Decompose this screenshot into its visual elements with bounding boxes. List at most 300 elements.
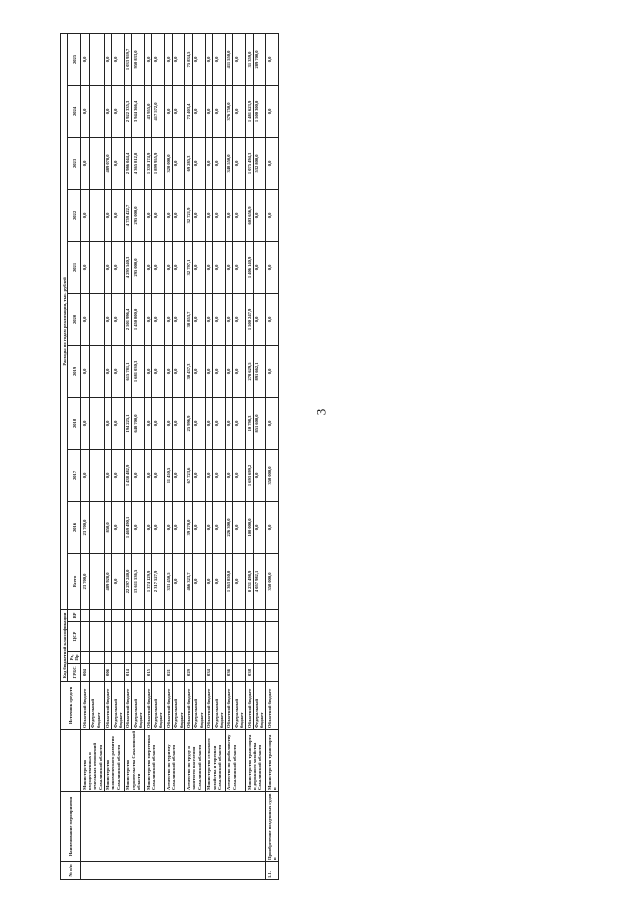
year-value-cell: 0,0 bbox=[104, 345, 111, 397]
code-cell bbox=[172, 622, 185, 652]
year-value-cell: 1 500 247,9 bbox=[246, 293, 253, 345]
year-value-cell: 0,0 bbox=[233, 501, 246, 553]
total-value-cell: 0,0 bbox=[192, 553, 205, 609]
code-cell bbox=[165, 652, 172, 664]
year-value-cell: 0,0 bbox=[144, 189, 151, 241]
year-value-cell: 43 955,0 bbox=[144, 85, 151, 137]
col-header-year: 2018 bbox=[68, 397, 81, 449]
year-value-cell: 0,0 bbox=[144, 397, 151, 449]
year-value-cell bbox=[89, 137, 104, 189]
col-header-year: 2023 bbox=[68, 137, 81, 189]
year-value-cell: 0,0 bbox=[152, 33, 165, 85]
year-value-cell: 1 330 174,9 bbox=[144, 137, 151, 189]
year-value-cell: 0,0 bbox=[112, 449, 125, 501]
grbs-cell bbox=[132, 664, 145, 682]
year-value-cell: 67 723,6 bbox=[185, 449, 192, 501]
year-value-cell: 0,0 bbox=[112, 85, 125, 137]
year-value-cell: 0,0 bbox=[225, 345, 232, 397]
last-row-executor: Министерство транспорта и bbox=[266, 730, 279, 792]
code-cell bbox=[192, 609, 205, 621]
year-value-cell: 0,0 bbox=[213, 33, 226, 85]
code-cell bbox=[205, 622, 212, 652]
total-value-cell: 23 700,0 bbox=[81, 553, 90, 609]
year-value-cell: 4 365 812,8 bbox=[132, 137, 145, 189]
code-cell bbox=[172, 652, 185, 664]
year-value-cell bbox=[89, 345, 104, 397]
table-row bbox=[185, 33, 192, 879]
year-value-cell: 350 000,0 bbox=[266, 449, 279, 501]
year-value-cell: 0,0 bbox=[144, 293, 151, 345]
table-row bbox=[225, 33, 232, 879]
year-value-cell: 39 270,0 bbox=[185, 501, 192, 553]
year-value-cell: 0,0 bbox=[192, 293, 205, 345]
year-value-cell: 0,0 bbox=[152, 397, 165, 449]
year-value-cell: 0,0 bbox=[225, 449, 232, 501]
year-value-cell: 0,0 bbox=[233, 33, 246, 85]
year-value-cell: 0,0 bbox=[81, 137, 90, 189]
col-header-total: Всего bbox=[68, 553, 81, 609]
col-header-year: 2016 bbox=[68, 501, 81, 553]
year-value-cell: 615 781,1 bbox=[124, 345, 131, 397]
year-value-cell: 0,0 bbox=[112, 293, 125, 345]
code-cell bbox=[132, 609, 145, 621]
year-value-cell: 648 700,0 bbox=[132, 397, 145, 449]
table-row bbox=[165, 33, 172, 879]
year-value-cell: 226 300,0 bbox=[225, 501, 232, 553]
total-value-cell: 489 928,0 bbox=[104, 553, 111, 609]
year-value-cell: 891 662,1 bbox=[253, 345, 266, 397]
total-value-cell: 1 374 129,9 bbox=[144, 553, 151, 609]
year-value-cell: 0,0 bbox=[266, 293, 279, 345]
year-value-cell: 75 834,5 bbox=[185, 33, 192, 85]
year-value-cell: 0,0 bbox=[213, 189, 226, 241]
table-body bbox=[81, 33, 279, 879]
code-cell bbox=[225, 622, 232, 652]
source-cell: Областной бюджет bbox=[165, 682, 172, 730]
executor-cell: Министерство строительства Сахалинской области bbox=[124, 730, 144, 792]
year-value-cell bbox=[89, 33, 104, 85]
code-cell bbox=[152, 622, 165, 652]
year-value-cell: 73 403,4 bbox=[185, 85, 192, 137]
year-value-cell: 0,0 bbox=[213, 345, 226, 397]
year-value-cell bbox=[89, 189, 104, 241]
year-value-cell: 30 437,3 bbox=[185, 345, 192, 397]
col-header-grbs: ГРБС bbox=[68, 664, 81, 682]
code-cell bbox=[144, 609, 151, 621]
executor-cell: Министерство имущественных и земельных отношений Сахалинской области bbox=[81, 730, 104, 792]
total-value-cell: 1 363 850,0 bbox=[225, 553, 232, 609]
year-value-cell: 0,0 bbox=[112, 397, 125, 449]
year-value-cell: 348 550,0 bbox=[225, 137, 232, 189]
code-cell bbox=[266, 652, 279, 664]
code-cell bbox=[205, 652, 212, 664]
table-row bbox=[246, 33, 253, 879]
source-cell: Областной бюджет bbox=[205, 682, 212, 730]
source-cell: Областной бюджет bbox=[104, 682, 111, 730]
code-cell bbox=[152, 652, 165, 664]
code-cell bbox=[225, 609, 232, 621]
row-num-cell bbox=[81, 862, 266, 880]
code-cell bbox=[253, 609, 266, 621]
year-value-cell: 0,0 bbox=[152, 449, 165, 501]
year-value-cell: 1 033 959,7 bbox=[124, 33, 131, 85]
year-value-cell: 25 996,9 bbox=[185, 397, 192, 449]
year-value-cell: 0,0 bbox=[81, 293, 90, 345]
year-value-cell: 0,0 bbox=[152, 189, 165, 241]
code-cell bbox=[246, 622, 253, 652]
year-value-cell: 2 986 044,4 bbox=[124, 137, 131, 189]
year-value-cell: 0,0 bbox=[253, 449, 266, 501]
year-value-cell: 0,0 bbox=[253, 189, 266, 241]
code-cell bbox=[165, 609, 172, 621]
year-value-cell: 0,0 bbox=[205, 397, 212, 449]
col-header-name: Наименование мероприятия bbox=[61, 792, 81, 862]
grbs-cell: 021 bbox=[165, 664, 172, 682]
year-value-cell: 0,0 bbox=[205, 137, 212, 189]
code-cell bbox=[112, 652, 125, 664]
grbs-cell bbox=[112, 664, 125, 682]
year-value-cell: 0,0 bbox=[165, 33, 172, 85]
table-row bbox=[81, 33, 90, 879]
year-value-cell: 0,0 bbox=[225, 293, 232, 345]
year-value-cell: 0,0 bbox=[81, 345, 90, 397]
year-value-cell: 1 899 955,9 bbox=[152, 137, 165, 189]
total-value-cell: 4 057 982,1 bbox=[253, 553, 266, 609]
year-value-cell: 0,0 bbox=[112, 501, 125, 553]
year-value-cell: 0,0 bbox=[192, 241, 205, 293]
year-value-cell bbox=[89, 397, 104, 449]
source-cell: Федеральный бюджет bbox=[192, 682, 205, 730]
code-cell bbox=[246, 609, 253, 621]
year-value-cell: 0,0 bbox=[152, 241, 165, 293]
year-value-cell: 0,0 bbox=[144, 33, 151, 85]
year-value-cell: 69 285,3 bbox=[185, 137, 192, 189]
year-value-cell: 850,0 bbox=[104, 501, 111, 553]
year-value-cell: 295 000,0 bbox=[132, 189, 145, 241]
code-cell bbox=[124, 609, 131, 621]
code-cell bbox=[205, 609, 212, 621]
year-value-cell: 411 550,0 bbox=[225, 33, 232, 85]
total-value-cell: 331 450,5 bbox=[165, 553, 172, 609]
code-cell bbox=[225, 652, 232, 664]
grbs-cell bbox=[152, 664, 165, 682]
year-value-cell: 376 750,0 bbox=[225, 85, 232, 137]
col-header-num: № п/п bbox=[61, 862, 81, 880]
year-value-cell: 0,0 bbox=[233, 397, 246, 449]
year-value-cell: 0,0 bbox=[112, 241, 125, 293]
year-value-cell: 532 800,0 bbox=[253, 137, 266, 189]
year-value-cell: 0,0 bbox=[165, 189, 172, 241]
grbs-cell: 034 bbox=[205, 664, 212, 682]
code-cell bbox=[132, 622, 145, 652]
total-value-cell: 350 000,0 bbox=[266, 553, 279, 609]
year-value-cell: 0,0 bbox=[132, 449, 145, 501]
year-value-cell: 0,0 bbox=[253, 293, 266, 345]
year-value-cell: 0,0 bbox=[152, 345, 165, 397]
total-value-cell: 13 611 536,5 bbox=[132, 553, 145, 609]
grbs-cell: 036 bbox=[225, 664, 232, 682]
year-value-cell: 0,0 bbox=[172, 33, 185, 85]
year-value-cell: 0,0 bbox=[233, 137, 246, 189]
year-value-cell: 1 681 030,3 bbox=[132, 345, 145, 397]
year-value-cell: 194 225,1 bbox=[124, 397, 131, 449]
code-cell bbox=[213, 609, 226, 621]
col-header-year: 2017 bbox=[68, 449, 81, 501]
year-value-cell: 0,0 bbox=[253, 501, 266, 553]
code-cell bbox=[112, 609, 125, 621]
table-row bbox=[144, 33, 151, 879]
year-value-cell: 0,0 bbox=[192, 501, 205, 553]
year-value-cell: 0,0 bbox=[205, 241, 212, 293]
grbs-cell: 015 bbox=[144, 664, 151, 682]
year-value-cell: 0,0 bbox=[132, 501, 145, 553]
source-cell: Федеральный бюджет bbox=[112, 682, 125, 730]
year-value-cell: 11 450,5 bbox=[165, 449, 172, 501]
source-cell: Федеральный бюджет bbox=[152, 682, 165, 730]
col-header-year: 2022 bbox=[68, 189, 81, 241]
year-value-cell: 489 078,0 bbox=[104, 137, 111, 189]
year-value-cell: 0,0 bbox=[81, 33, 90, 85]
year-value-cell: 0,0 bbox=[172, 241, 185, 293]
total-value-cell: 8 231 498,9 bbox=[246, 553, 253, 609]
year-value-cell: 0,0 bbox=[205, 189, 212, 241]
code-cell bbox=[185, 622, 192, 652]
year-value-cell: 0,0 bbox=[213, 293, 226, 345]
year-value-cell: 0,0 bbox=[192, 345, 205, 397]
col-header-year: 2020 bbox=[68, 293, 81, 345]
grbs-cell: 014 bbox=[124, 664, 131, 682]
year-value-cell: 0,0 bbox=[81, 85, 90, 137]
year-value-cell: 0,0 bbox=[266, 501, 279, 553]
executor-cell: Агентство по рыболовству Сахалинской области bbox=[225, 730, 245, 792]
total-value-cell: 0,0 bbox=[205, 553, 212, 609]
source-cell: Областной бюджет bbox=[225, 682, 232, 730]
code-cell bbox=[124, 652, 131, 664]
code-cell bbox=[152, 609, 165, 621]
last-row-source: Областной бюджет bbox=[266, 682, 279, 730]
year-value-cell: 289 700,0 bbox=[253, 33, 266, 85]
year-value-cell: 0,0 bbox=[213, 241, 226, 293]
code-cell bbox=[81, 609, 90, 621]
code-cell bbox=[246, 652, 253, 664]
year-value-cell: 0,0 bbox=[172, 189, 185, 241]
year-value-cell: 0,0 bbox=[266, 241, 279, 293]
col-header-year: 2019 bbox=[68, 345, 81, 397]
col-header-year: 2021 bbox=[68, 241, 81, 293]
grbs-cell bbox=[253, 664, 266, 682]
year-value-cell: 0,0 bbox=[266, 33, 279, 85]
source-cell: Областной бюджет bbox=[81, 682, 90, 730]
year-value-cell: 0,0 bbox=[144, 449, 151, 501]
year-value-cell: 0,0 bbox=[205, 449, 212, 501]
row-name-cell bbox=[81, 792, 266, 862]
year-value-cell: 1 500 300,0 bbox=[253, 85, 266, 137]
year-value-cell: 0,0 bbox=[266, 189, 279, 241]
source-cell: Областной бюджет bbox=[124, 682, 131, 730]
year-value-cell: 0,0 bbox=[233, 449, 246, 501]
year-value-cell: 0,0 bbox=[81, 241, 90, 293]
year-value-cell: 851 600,0 bbox=[253, 397, 266, 449]
year-value-cell: 0,0 bbox=[205, 501, 212, 553]
total-value-cell: 0,0 bbox=[213, 553, 226, 609]
year-value-cell: 10 798,3 bbox=[246, 397, 253, 449]
year-value-cell: 0,0 bbox=[172, 345, 185, 397]
year-value-cell: 0,0 bbox=[165, 85, 172, 137]
col-header-budget-code: Код бюджетной классификации bbox=[61, 609, 68, 681]
code-cell bbox=[172, 609, 185, 621]
code-cell bbox=[89, 652, 104, 664]
year-value-cell: 0,0 bbox=[172, 449, 185, 501]
code-cell bbox=[253, 622, 266, 652]
rotated-table-container bbox=[60, 35, 620, 880]
code-cell bbox=[185, 609, 192, 621]
code-cell bbox=[185, 652, 192, 664]
code-cell bbox=[213, 622, 226, 652]
code-cell bbox=[104, 622, 111, 652]
year-value-cell: 0,0 bbox=[266, 345, 279, 397]
year-value-cell: 0,0 bbox=[192, 33, 205, 85]
source-cell: Федеральный бюджет bbox=[213, 682, 226, 730]
source-cell: Областной бюджет bbox=[185, 682, 192, 730]
source-cell: Федеральный бюджет bbox=[233, 682, 246, 730]
total-value-cell bbox=[89, 553, 104, 609]
year-value-cell: 0,0 bbox=[104, 189, 111, 241]
col-header-expenses: Расходы по годам реализации, тыс. рублей bbox=[61, 33, 68, 609]
year-value-cell: 0,0 bbox=[233, 293, 246, 345]
year-value-cell: 0,0 bbox=[233, 85, 246, 137]
year-value-cell: 4 759 422,7 bbox=[124, 189, 131, 241]
year-value-cell bbox=[89, 449, 104, 501]
year-value-cell: 0,0 bbox=[172, 501, 185, 553]
year-value-cell: 2 501 996,4 bbox=[124, 293, 131, 345]
year-value-cell: 100 000,0 bbox=[246, 501, 253, 553]
year-value-cell: 0,0 bbox=[104, 293, 111, 345]
code-cell bbox=[104, 652, 111, 664]
year-value-cell: 0,0 bbox=[112, 189, 125, 241]
year-value-cell: 0,0 bbox=[213, 137, 226, 189]
source-cell: Областной бюджет bbox=[246, 682, 253, 730]
year-value-cell: 0,0 bbox=[152, 501, 165, 553]
year-value-cell: 0,0 bbox=[225, 397, 232, 449]
year-value-cell: 0,0 bbox=[165, 241, 172, 293]
year-value-cell: 0,0 bbox=[104, 241, 111, 293]
year-value-cell: 0,0 bbox=[213, 449, 226, 501]
year-value-cell: 31 359,0 bbox=[246, 33, 253, 85]
year-value-cell: 0,0 bbox=[112, 345, 125, 397]
code-cell bbox=[266, 664, 279, 682]
code-cell bbox=[266, 609, 279, 621]
col-header-year: 2024 bbox=[68, 85, 81, 137]
year-value-cell: 0,0 bbox=[205, 293, 212, 345]
year-value-cell: 0,0 bbox=[192, 189, 205, 241]
code-cell bbox=[81, 622, 90, 652]
year-value-cell: 0,0 bbox=[165, 501, 172, 553]
year-value-cell: 295 000,0 bbox=[132, 241, 145, 293]
year-value-cell: 4 295 540,3 bbox=[124, 241, 131, 293]
year-value-cell: 0,0 bbox=[233, 241, 246, 293]
table-row bbox=[124, 33, 131, 879]
code-cell bbox=[233, 652, 246, 664]
grbs-cell bbox=[89, 664, 104, 682]
code-cell bbox=[233, 622, 246, 652]
code-cell bbox=[266, 622, 279, 652]
year-value-cell: 0,0 bbox=[81, 449, 90, 501]
year-value-cell: 0,0 bbox=[104, 85, 111, 137]
executor-cell: Агентство по труду и занятости населения Сахалинской области bbox=[185, 730, 205, 792]
year-value-cell: 0,0 bbox=[192, 397, 205, 449]
code-cell bbox=[104, 609, 111, 621]
executor-cell: Агентство по туризму Сахалинской области bbox=[165, 730, 185, 792]
source-cell: Федеральный бюджет bbox=[253, 682, 266, 730]
executor-cell: Министерство транспорта и дорожного хозяйства Сахалинской области bbox=[246, 730, 266, 792]
year-value-cell: 0,0 bbox=[172, 137, 185, 189]
table-row bbox=[104, 33, 111, 879]
year-value-cell: 0,0 bbox=[104, 397, 111, 449]
year-value-cell: 0,0 bbox=[144, 345, 151, 397]
grbs-cell bbox=[192, 664, 205, 682]
year-value-cell: 0,0 bbox=[213, 501, 226, 553]
year-value-cell: 278 629,5 bbox=[246, 345, 253, 397]
last-row-name: Приобретение воздушных судов и bbox=[266, 792, 279, 862]
year-value-cell bbox=[89, 85, 104, 137]
year-value-cell: 417 572,0 bbox=[152, 85, 165, 137]
col-header-rz: Рз, Пр bbox=[68, 652, 81, 664]
grbs-cell: 004 bbox=[81, 664, 90, 682]
year-value-cell: 0,0 bbox=[81, 397, 90, 449]
year-value-cell: 0,0 bbox=[112, 33, 125, 85]
year-value-cell: 0,0 bbox=[104, 449, 111, 501]
year-value-cell: 1 450 800,0 bbox=[132, 293, 145, 345]
year-value-cell: 0,0 bbox=[165, 293, 172, 345]
year-value-cell: 0,0 bbox=[205, 33, 212, 85]
year-value-cell: 0,0 bbox=[152, 293, 165, 345]
executor-cell: Министерство энергетики Сахалинской области bbox=[144, 730, 164, 792]
source-cell: Федеральный бюджет bbox=[132, 682, 145, 730]
year-value-cell: 0,0 bbox=[205, 345, 212, 397]
grbs-cell bbox=[172, 664, 185, 682]
year-value-cell: 32 797,1 bbox=[185, 241, 192, 293]
total-value-cell: 22 297 240,0 bbox=[124, 553, 131, 609]
col-header-source: Источник средств bbox=[61, 682, 81, 730]
year-value-cell: 0,0 bbox=[233, 189, 246, 241]
year-value-cell: 0,0 bbox=[192, 85, 205, 137]
year-value-cell: 0,0 bbox=[233, 345, 246, 397]
year-value-cell: 1 406 140,9 bbox=[246, 241, 253, 293]
executor-cell: Министерство экономического развития Сахалинской области bbox=[104, 730, 124, 792]
code-cell bbox=[192, 652, 205, 664]
total-value-cell: 2 317 527,9 bbox=[152, 553, 165, 609]
col-header-executor bbox=[61, 730, 81, 792]
col-header-year: 2025 bbox=[68, 33, 81, 85]
year-value-cell: 0,0 bbox=[165, 345, 172, 397]
year-value-cell: 32 721,9 bbox=[185, 189, 192, 241]
year-value-cell: 0,0 bbox=[104, 33, 111, 85]
budget-table bbox=[60, 33, 279, 880]
year-value-cell: 23 700,0 bbox=[81, 501, 90, 553]
page-number: 3 bbox=[313, 408, 329, 416]
total-value-cell: 0,0 bbox=[172, 553, 185, 609]
grbs-cell bbox=[233, 664, 246, 682]
total-value-cell: 466 323,7 bbox=[185, 553, 192, 609]
grbs-cell: 006 bbox=[104, 664, 111, 682]
executor-cell: Министерство сельского хозяйства и торговли Сахалинской области bbox=[205, 730, 225, 792]
year-value-cell: 38 853,7 bbox=[185, 293, 192, 345]
code-cell bbox=[253, 652, 266, 664]
year-value-cell: 1 481 623,9 bbox=[246, 85, 253, 137]
year-value-cell: 0,0 bbox=[225, 189, 232, 241]
table-row bbox=[266, 33, 279, 879]
code-cell bbox=[89, 622, 104, 652]
